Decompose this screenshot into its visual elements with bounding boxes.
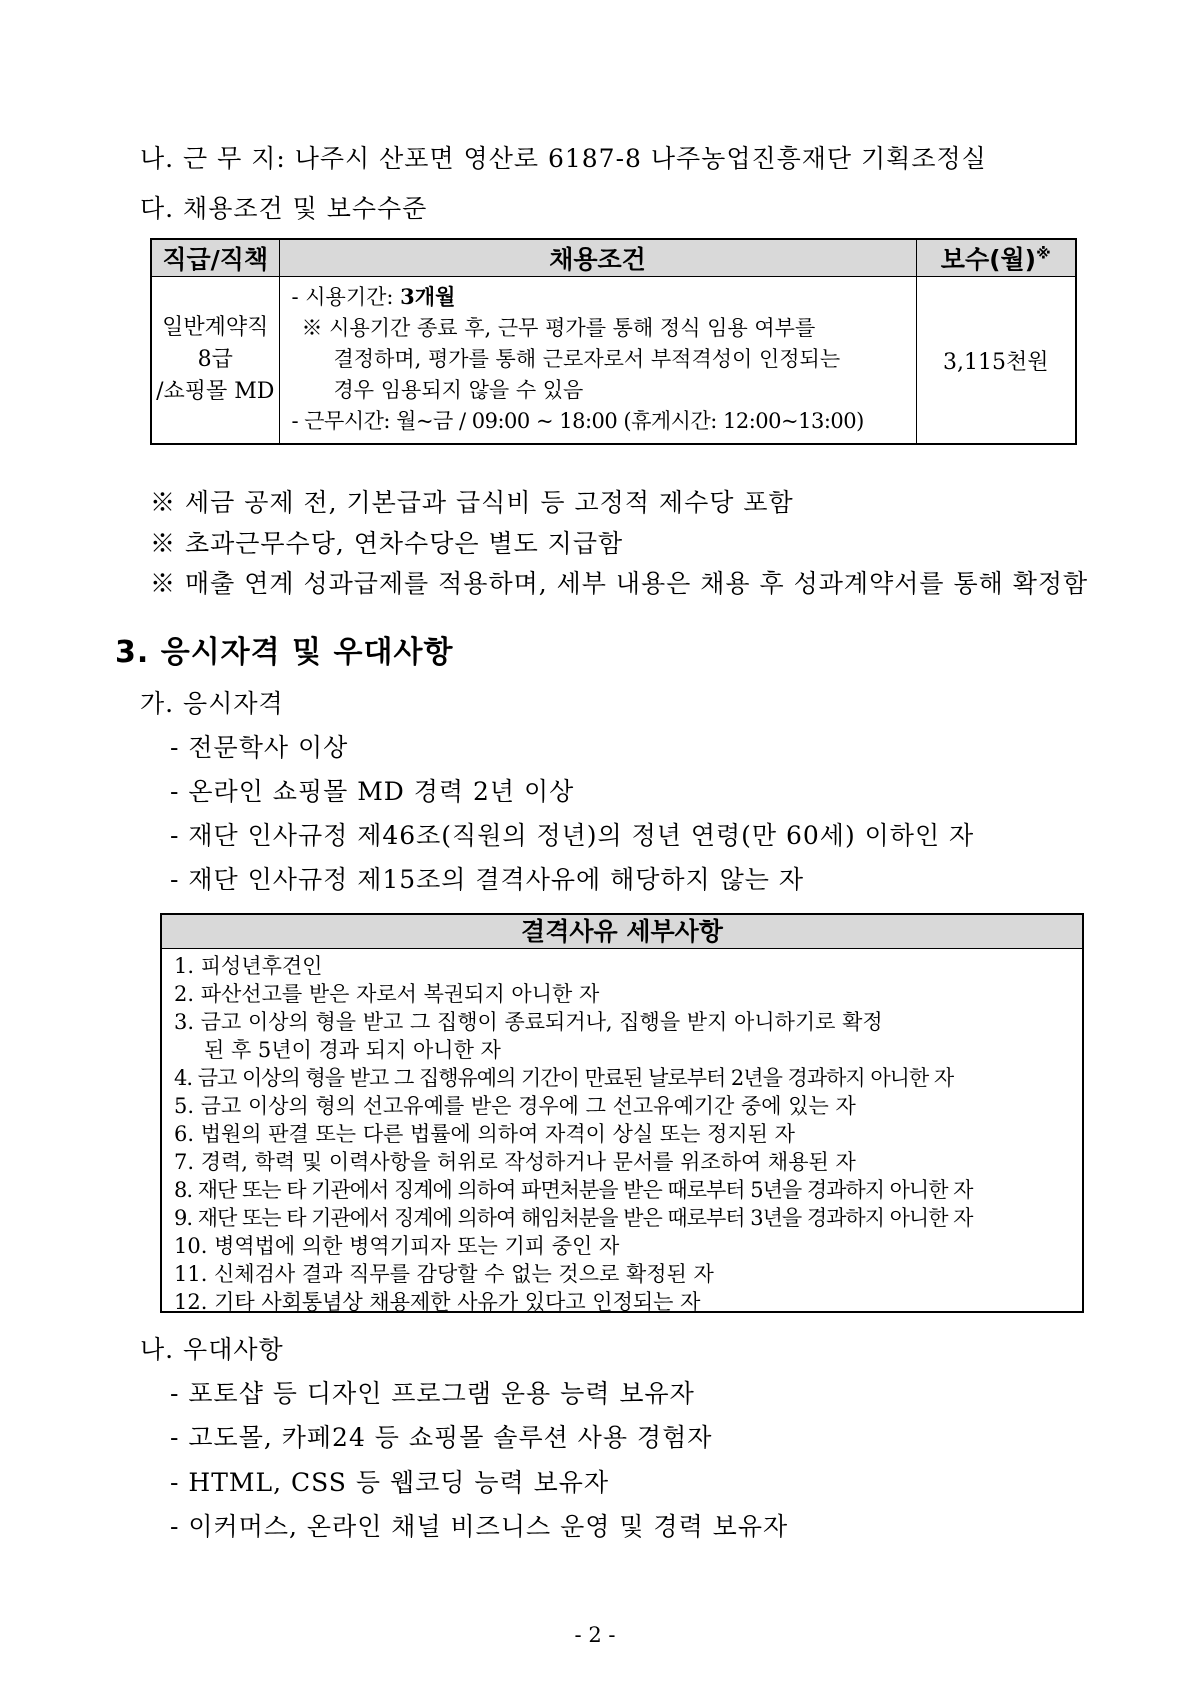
list-item: 7. 경력, 학력 및 이력사항을 허위로 작성하거나 문서를 위조하여 채용된 자	[174, 1150, 856, 1174]
list-item: 10. 병역법에 의한 병역기피자 또는 기피 중인 자	[174, 1234, 620, 1258]
preference-item: - 고도몰, 카페24 등 쇼핑몰 솔루션 사용 경험자	[170, 1423, 713, 1452]
list-item: 12. 기타 사회통념상 채용제한 사유가 있다고 인정되는 자	[174, 1290, 701, 1314]
note-line: ※ 세금 공제 전, 기본급과 급식비 등 고정적 제수당 포함	[150, 488, 794, 517]
list-item: 6. 법원의 판결 또는 다른 법률에 의하여 자격이 상실 또는 정지된 자	[174, 1122, 795, 1146]
list-item: 5. 금고 이상의 형의 선고유예를 받은 경우에 그 선고유예기간 중에 있는 자	[174, 1094, 856, 1118]
salary-table-header-row	[151, 239, 1076, 277]
preference-item: - 이커머스, 온라인 채널 비즈니스 운영 및 경력 보유자	[170, 1512, 789, 1541]
header-conditions: 채용조건	[279, 239, 916, 277]
pay-footnote-mark: ※	[1036, 244, 1051, 263]
workplace-line: 나. 근 무 지: 나주시 산포면 영산로 6187-8 나주농업진흥재단 기획조정실	[140, 144, 987, 173]
qualification-item: - 온라인 쇼핑몰 MD 경력 2년 이상	[170, 777, 575, 806]
qualification-item: - 전문학사 이상	[170, 733, 349, 762]
disqualification-list	[162, 949, 1082, 1316]
probation-line: - 시용기간: 3개월	[291, 284, 456, 309]
position-line: 8급	[197, 347, 233, 372]
list-item: 1. 피성년후견인	[174, 954, 323, 978]
working-hours-line: - 근무시간: 월~금 / 09:00 ~ 18:00 (휴게시간: 12:00~13:00)	[291, 409, 864, 433]
qualification-item: - 재단 인사규정 제15조의 결격사유에 해당하지 않는 자	[170, 865, 805, 894]
conditions-cell	[279, 277, 916, 445]
list-item: 8. 재단 또는 타 기관에서 징계에 의하여 파면처분을 받은 때로부터 5년을 경과하지 아니한 자	[174, 1178, 973, 1202]
list-item: 3. 금고 이상의 형을 받고 그 집행이 종료되거나, 집행을 받지 아니하기로 확정	[174, 1010, 883, 1034]
list-item: 11. 신체검사 결과 직무를 감당할 수 없는 것으로 확정된 자	[174, 1262, 714, 1286]
preferences-title: 나. 우대사항	[140, 1335, 284, 1364]
list-item: 된 후 5년이 경과 되지 아니한 자	[204, 1038, 501, 1062]
preference-item: - HTML, CSS 등 웹코딩 능력 보유자	[170, 1468, 610, 1497]
position-cell	[151, 277, 279, 445]
list-item: 4. 금고 이상의 형을 받고 그 집행유예의 기간이 만료된 날로부터 2년을 경과하지 아니한 자	[174, 1066, 954, 1090]
qualifications-title: 가. 응시자격	[140, 689, 284, 718]
note-line: ※ 초과근무수당, 연차수당은 별도 지급함	[150, 529, 624, 558]
header-pay: 보수(월)※	[916, 239, 1076, 277]
conditions-title: 다. 채용조건 및 보수수준	[140, 194, 428, 223]
probation-note-line: 경우 임용되지 않을 수 있음	[333, 378, 584, 402]
note-line: ※ 매출 연계 성과급제를 적용하며, 세부 내용은 채용 후 성과계약서를 통해 확정함	[150, 569, 1089, 598]
section-heading: 3. 응시자격 및 우대사항	[115, 635, 454, 670]
position-line: 일반계약직	[162, 315, 269, 340]
probation-value: 3개월	[400, 284, 456, 309]
header-position: 직급/직책	[151, 239, 279, 277]
pay-cell: 3,115천원	[916, 277, 1076, 445]
preference-item: - 포토샵 등 디자인 프로그램 운용 능력 보유자	[170, 1379, 695, 1408]
salary-table	[150, 238, 1077, 445]
salary-table-row	[151, 277, 1076, 445]
probation-note-line: ※ 시용기간 종료 후, 근무 평가를 통해 정식 임용 여부를	[301, 316, 816, 340]
position-line: /쇼핑몰 MD	[156, 379, 275, 404]
probation-note-line: 결정하며, 평가를 통해 근로자로서 부적격성이 인정되는	[333, 347, 841, 371]
list-item: 9. 재단 또는 타 기관에서 징계에 의하여 해임처분을 받은 때로부터 3년을 경과하지 아니한 자	[174, 1206, 973, 1230]
disqualification-title: 결격사유 세부사항	[162, 915, 1082, 949]
qualification-item: - 재단 인사규정 제46조(직원의 정년)의 정년 연령(만 60세) 이하인 자	[170, 821, 975, 850]
disqualification-box	[160, 913, 1084, 1313]
list-item: 2. 파산선고를 받은 자로서 복권되지 아니한 자	[174, 982, 600, 1006]
page-number: - 2 -	[574, 1623, 616, 1647]
